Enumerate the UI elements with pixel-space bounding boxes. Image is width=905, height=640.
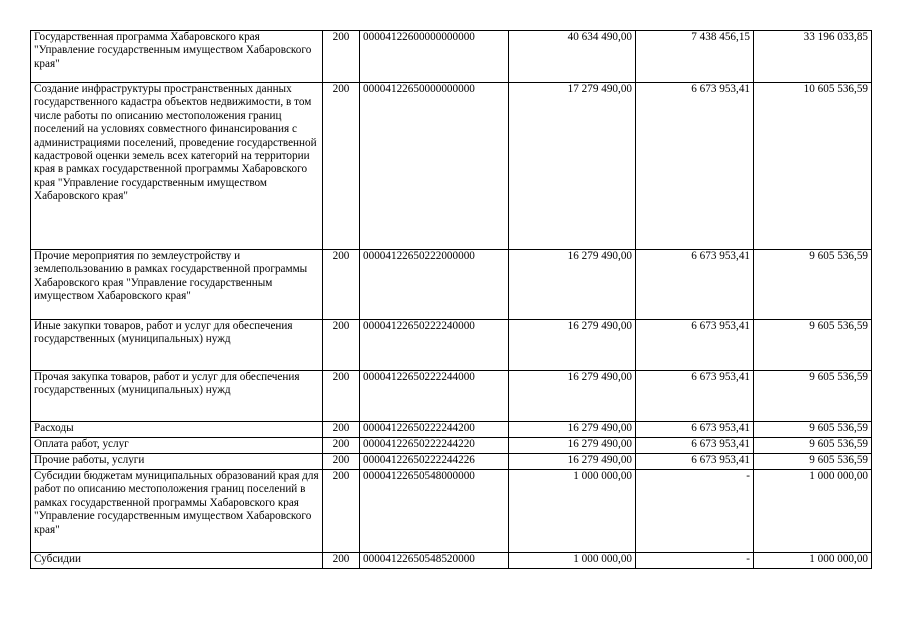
row-approved: 16 279 490,00 — [509, 250, 636, 320]
row-approved: 16 279 490,00 — [509, 454, 636, 470]
row-remaining: 9 605 536,59 — [754, 438, 872, 454]
row-kbk: 00004122650222244220 — [360, 438, 509, 454]
row-name: Оплата работ, услуг — [31, 438, 323, 454]
row-executed: 7 438 456,15 — [636, 31, 754, 83]
row-remaining: 10 605 536,59 — [754, 83, 872, 250]
row-remaining: 9 605 536,59 — [754, 454, 872, 470]
row-code: 200 — [323, 31, 360, 83]
table-row — [31, 320, 872, 371]
row-approved: 40 634 490,00 — [509, 31, 636, 83]
table-row — [31, 371, 872, 422]
row-code: 200 — [323, 454, 360, 470]
row-name: Прочие мероприятия по землеустройству и землепользованию в рамках государственной программы Хабаровского края "Управление государственным имуществом Хабаровского края" — [31, 250, 323, 320]
row-remaining: 9 605 536,59 — [754, 371, 872, 422]
table-row — [31, 553, 872, 569]
row-remaining: 1 000 000,00 — [754, 470, 872, 553]
row-code: 200 — [323, 83, 360, 250]
table-row — [31, 83, 872, 250]
row-name: Расходы — [31, 422, 323, 438]
row-remaining: 9 605 536,59 — [754, 422, 872, 438]
table-row — [31, 454, 872, 470]
row-code: 200 — [323, 250, 360, 320]
row-kbk: 00004122650222244226 — [360, 454, 509, 470]
row-executed: 6 673 953,41 — [636, 438, 754, 454]
row-kbk: 00004122650000000000 — [360, 83, 509, 250]
row-name: Государственная программа Хабаровского края "Управление государственным имуществом Хабаровского края" — [31, 31, 323, 83]
row-name: Прочие работы, услуги — [31, 454, 323, 470]
row-approved: 16 279 490,00 — [509, 438, 636, 454]
table-row — [31, 422, 872, 438]
row-code: 200 — [323, 371, 360, 422]
budget-execution-table — [30, 30, 872, 569]
row-executed: 6 673 953,41 — [636, 250, 754, 320]
table-row — [31, 470, 872, 553]
row-code: 200 — [323, 553, 360, 569]
table-row — [31, 438, 872, 454]
row-kbk: 00004122650548000000 — [360, 470, 509, 553]
row-approved: 1 000 000,00 — [509, 470, 636, 553]
row-name: Субсидии — [31, 553, 323, 569]
row-remaining: 9 605 536,59 — [754, 250, 872, 320]
row-approved: 16 279 490,00 — [509, 371, 636, 422]
row-executed: 6 673 953,41 — [636, 320, 754, 371]
row-approved: 16 279 490,00 — [509, 320, 636, 371]
row-code: 200 — [323, 470, 360, 553]
row-executed: - — [636, 553, 754, 569]
row-kbk: 00004122650222000000 — [360, 250, 509, 320]
row-code: 200 — [323, 320, 360, 371]
row-executed: 6 673 953,41 — [636, 422, 754, 438]
row-executed: 6 673 953,41 — [636, 454, 754, 470]
row-approved: 17 279 490,00 — [509, 83, 636, 250]
row-name: Иные закупки товаров, работ и услуг для обеспечения государственных (муниципальных) нужд — [31, 320, 323, 371]
row-code: 200 — [323, 438, 360, 454]
table-row — [31, 31, 872, 83]
row-executed: - — [636, 470, 754, 553]
row-remaining: 9 605 536,59 — [754, 320, 872, 371]
row-kbk: 00004122600000000000 — [360, 31, 509, 83]
row-name: Прочая закупка товаров, работ и услуг для обеспечения государственных (муниципальных) нужд — [31, 371, 323, 422]
row-approved: 16 279 490,00 — [509, 422, 636, 438]
row-name: Создание инфраструктуры пространственных данных государственного кадастра объектов недвижимости, в том числе работы по описанию местоположения границ поселений на условиях совместного финансирования с администрациями поселений, проведение государственной кадастровой оценки земель всех категорий на территории края в рамках государственной программы Хабаровского края "Управление государственным имуществом Хабаровского края" — [31, 83, 323, 250]
row-approved: 1 000 000,00 — [509, 553, 636, 569]
row-kbk: 00004122650222244200 — [360, 422, 509, 438]
row-code: 200 — [323, 422, 360, 438]
row-kbk: 00004122650548520000 — [360, 553, 509, 569]
row-kbk: 00004122650222240000 — [360, 320, 509, 371]
row-remaining: 1 000 000,00 — [754, 553, 872, 569]
row-name: Субсидии бюджетам муниципальных образований края для работ по описанию местоположения границ поселений в рамках государственной программы Хабаровского края "Управление государственным имуществом Хабаровского края" — [31, 470, 323, 553]
table-row — [31, 250, 872, 320]
row-executed: 6 673 953,41 — [636, 83, 754, 250]
row-kbk: 00004122650222244000 — [360, 371, 509, 422]
row-remaining: 33 196 033,85 — [754, 31, 872, 83]
row-executed: 6 673 953,41 — [636, 371, 754, 422]
